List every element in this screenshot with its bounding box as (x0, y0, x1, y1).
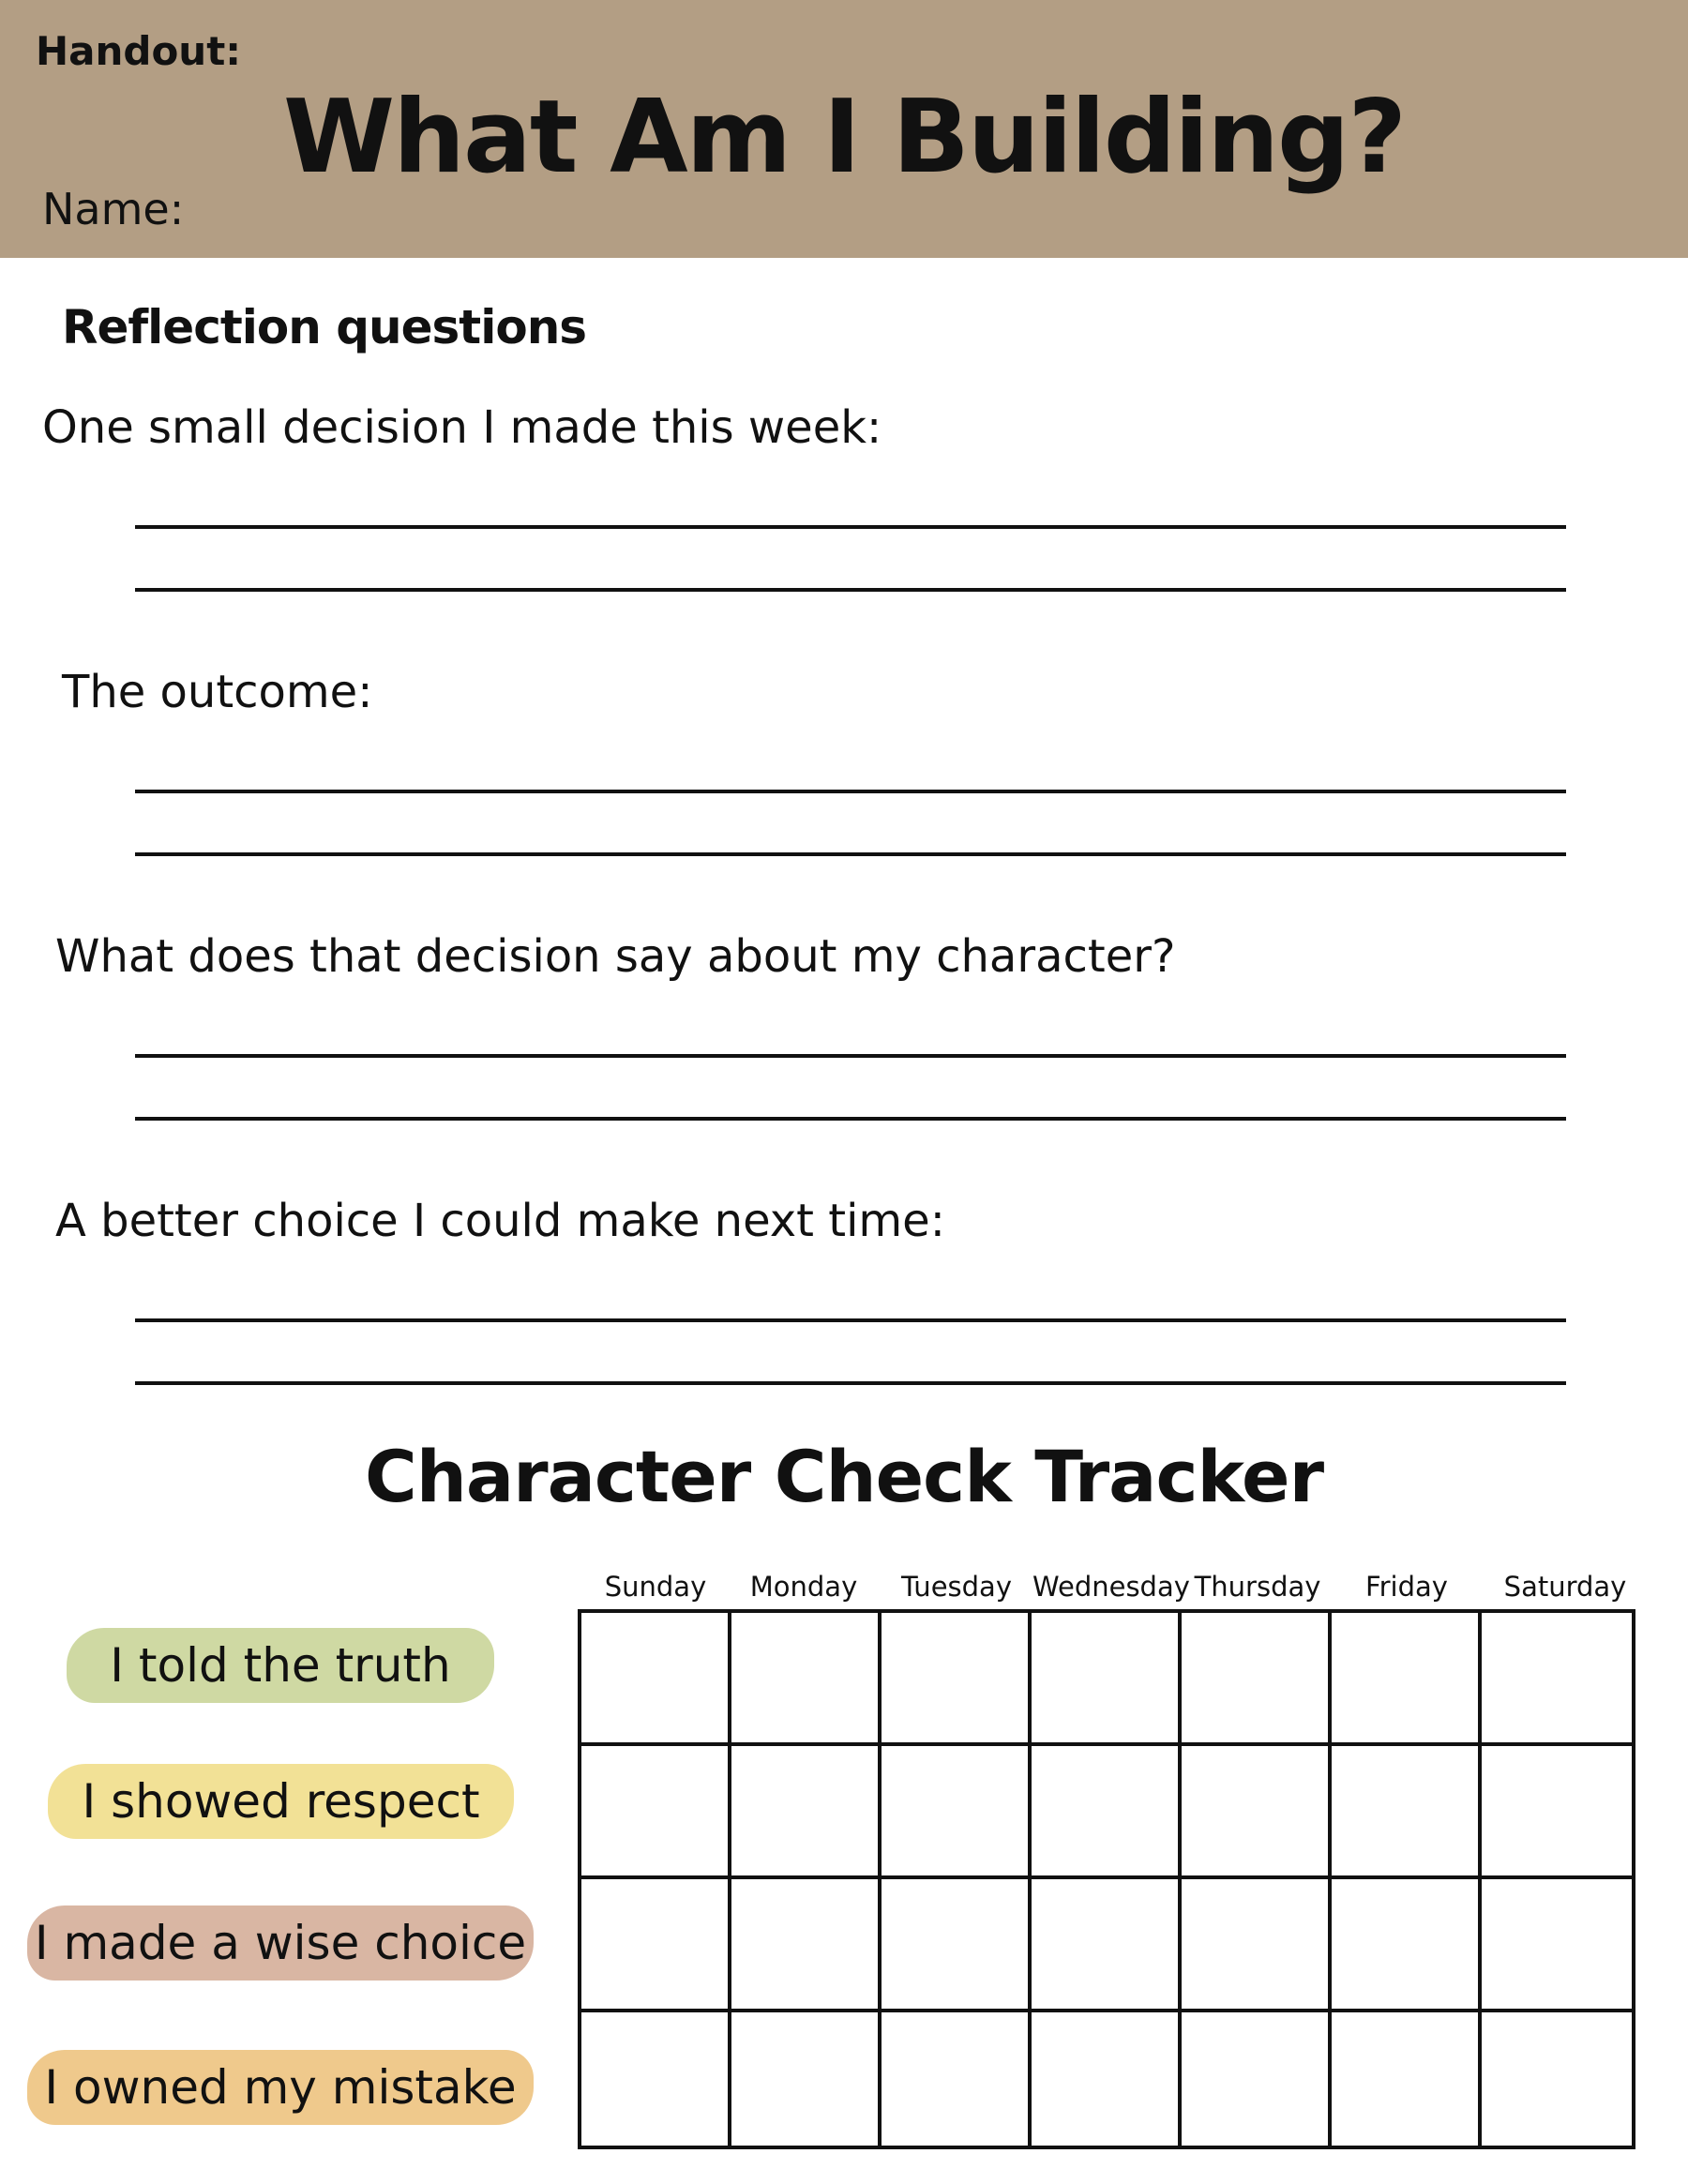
tracker-cell[interactable] (1182, 1879, 1332, 2012)
tracker-cell[interactable] (1032, 2012, 1182, 2146)
answer-line[interactable] (135, 1117, 1566, 1121)
tracker-cell[interactable] (1482, 2012, 1632, 2146)
behavior-pill-respect (48, 1764, 514, 1839)
answer-line[interactable] (135, 852, 1566, 856)
name-label: Name: (42, 184, 185, 234)
behavior-pill-owned-mistake (27, 2050, 534, 2125)
tracker-grid (578, 1609, 1635, 2149)
tracker-cell[interactable] (1482, 1613, 1632, 1746)
header-banner (0, 0, 1688, 258)
day-label-thursday: Thursday (1194, 1571, 1321, 1603)
answer-line[interactable] (135, 588, 1566, 592)
tracker-cell[interactable] (1182, 1613, 1332, 1746)
tracker-cell[interactable] (1332, 1746, 1482, 1879)
behavior-pill-truth (67, 1628, 494, 1703)
day-label-sunday: Sunday (604, 1571, 707, 1603)
behavior-label: I told the truth (110, 1638, 451, 1693)
question-1: One small decision I made this week: (42, 401, 882, 454)
tracker-cell[interactable] (731, 1746, 882, 1879)
tracker-cell[interactable] (581, 1879, 731, 2012)
page-title: What Am I Building? (282, 79, 1406, 196)
answer-line[interactable] (135, 790, 1566, 793)
tracker-cell[interactable] (581, 2012, 731, 2146)
behavior-label: I owned my mistake (44, 2060, 517, 2115)
tracker-cell[interactable] (731, 2012, 882, 2146)
tracker-cell[interactable] (882, 1746, 1032, 1879)
behavior-pill-wise-choice (27, 1905, 534, 1981)
reflection-heading: Reflection questions (62, 300, 587, 354)
tracker-cell[interactable] (1032, 1746, 1182, 1879)
day-label-friday: Friday (1365, 1571, 1448, 1603)
tracker-cell[interactable] (1332, 1879, 1482, 2012)
tracker-cell[interactable] (581, 1746, 731, 1879)
tracker-cell[interactable] (1032, 1879, 1182, 2012)
tracker-cell[interactable] (1482, 1879, 1632, 2012)
day-label-wednesday: Wednesday (1032, 1571, 1190, 1603)
tracker-cell[interactable] (1032, 1613, 1182, 1746)
question-3: What does that decision say about my character? (55, 930, 1176, 983)
tracker-cell[interactable] (882, 1613, 1032, 1746)
tracker-cell[interactable] (882, 1879, 1032, 2012)
day-label-tuesday: Tuesday (901, 1571, 1012, 1603)
tracker-cell[interactable] (731, 1879, 882, 2012)
tracker-cell[interactable] (581, 1613, 731, 1746)
day-label-saturday: Saturday (1503, 1571, 1627, 1603)
answer-line[interactable] (135, 1054, 1566, 1058)
answer-line[interactable] (135, 1381, 1566, 1385)
day-label-monday: Monday (749, 1571, 858, 1603)
behavior-label: I showed respect (82, 1774, 480, 1829)
tracker-cell[interactable] (1182, 2012, 1332, 2146)
answer-line[interactable] (135, 1318, 1566, 1322)
tracker-cell[interactable] (1332, 2012, 1482, 2146)
behavior-label: I made a wise choice (34, 1916, 527, 1970)
tracker-cell[interactable] (1182, 1746, 1332, 1879)
tracker-cell[interactable] (1482, 1746, 1632, 1879)
handout-label: Handout: (36, 28, 242, 74)
answer-line[interactable] (135, 525, 1566, 529)
question-4: A better choice I could make next time: (55, 1195, 945, 1247)
tracker-cell[interactable] (1332, 1613, 1482, 1746)
question-2: The outcome: (62, 666, 373, 718)
tracker-cell[interactable] (882, 2012, 1032, 2146)
tracker-title: Character Check Tracker (364, 1435, 1324, 1518)
tracker-cell[interactable] (731, 1613, 882, 1746)
